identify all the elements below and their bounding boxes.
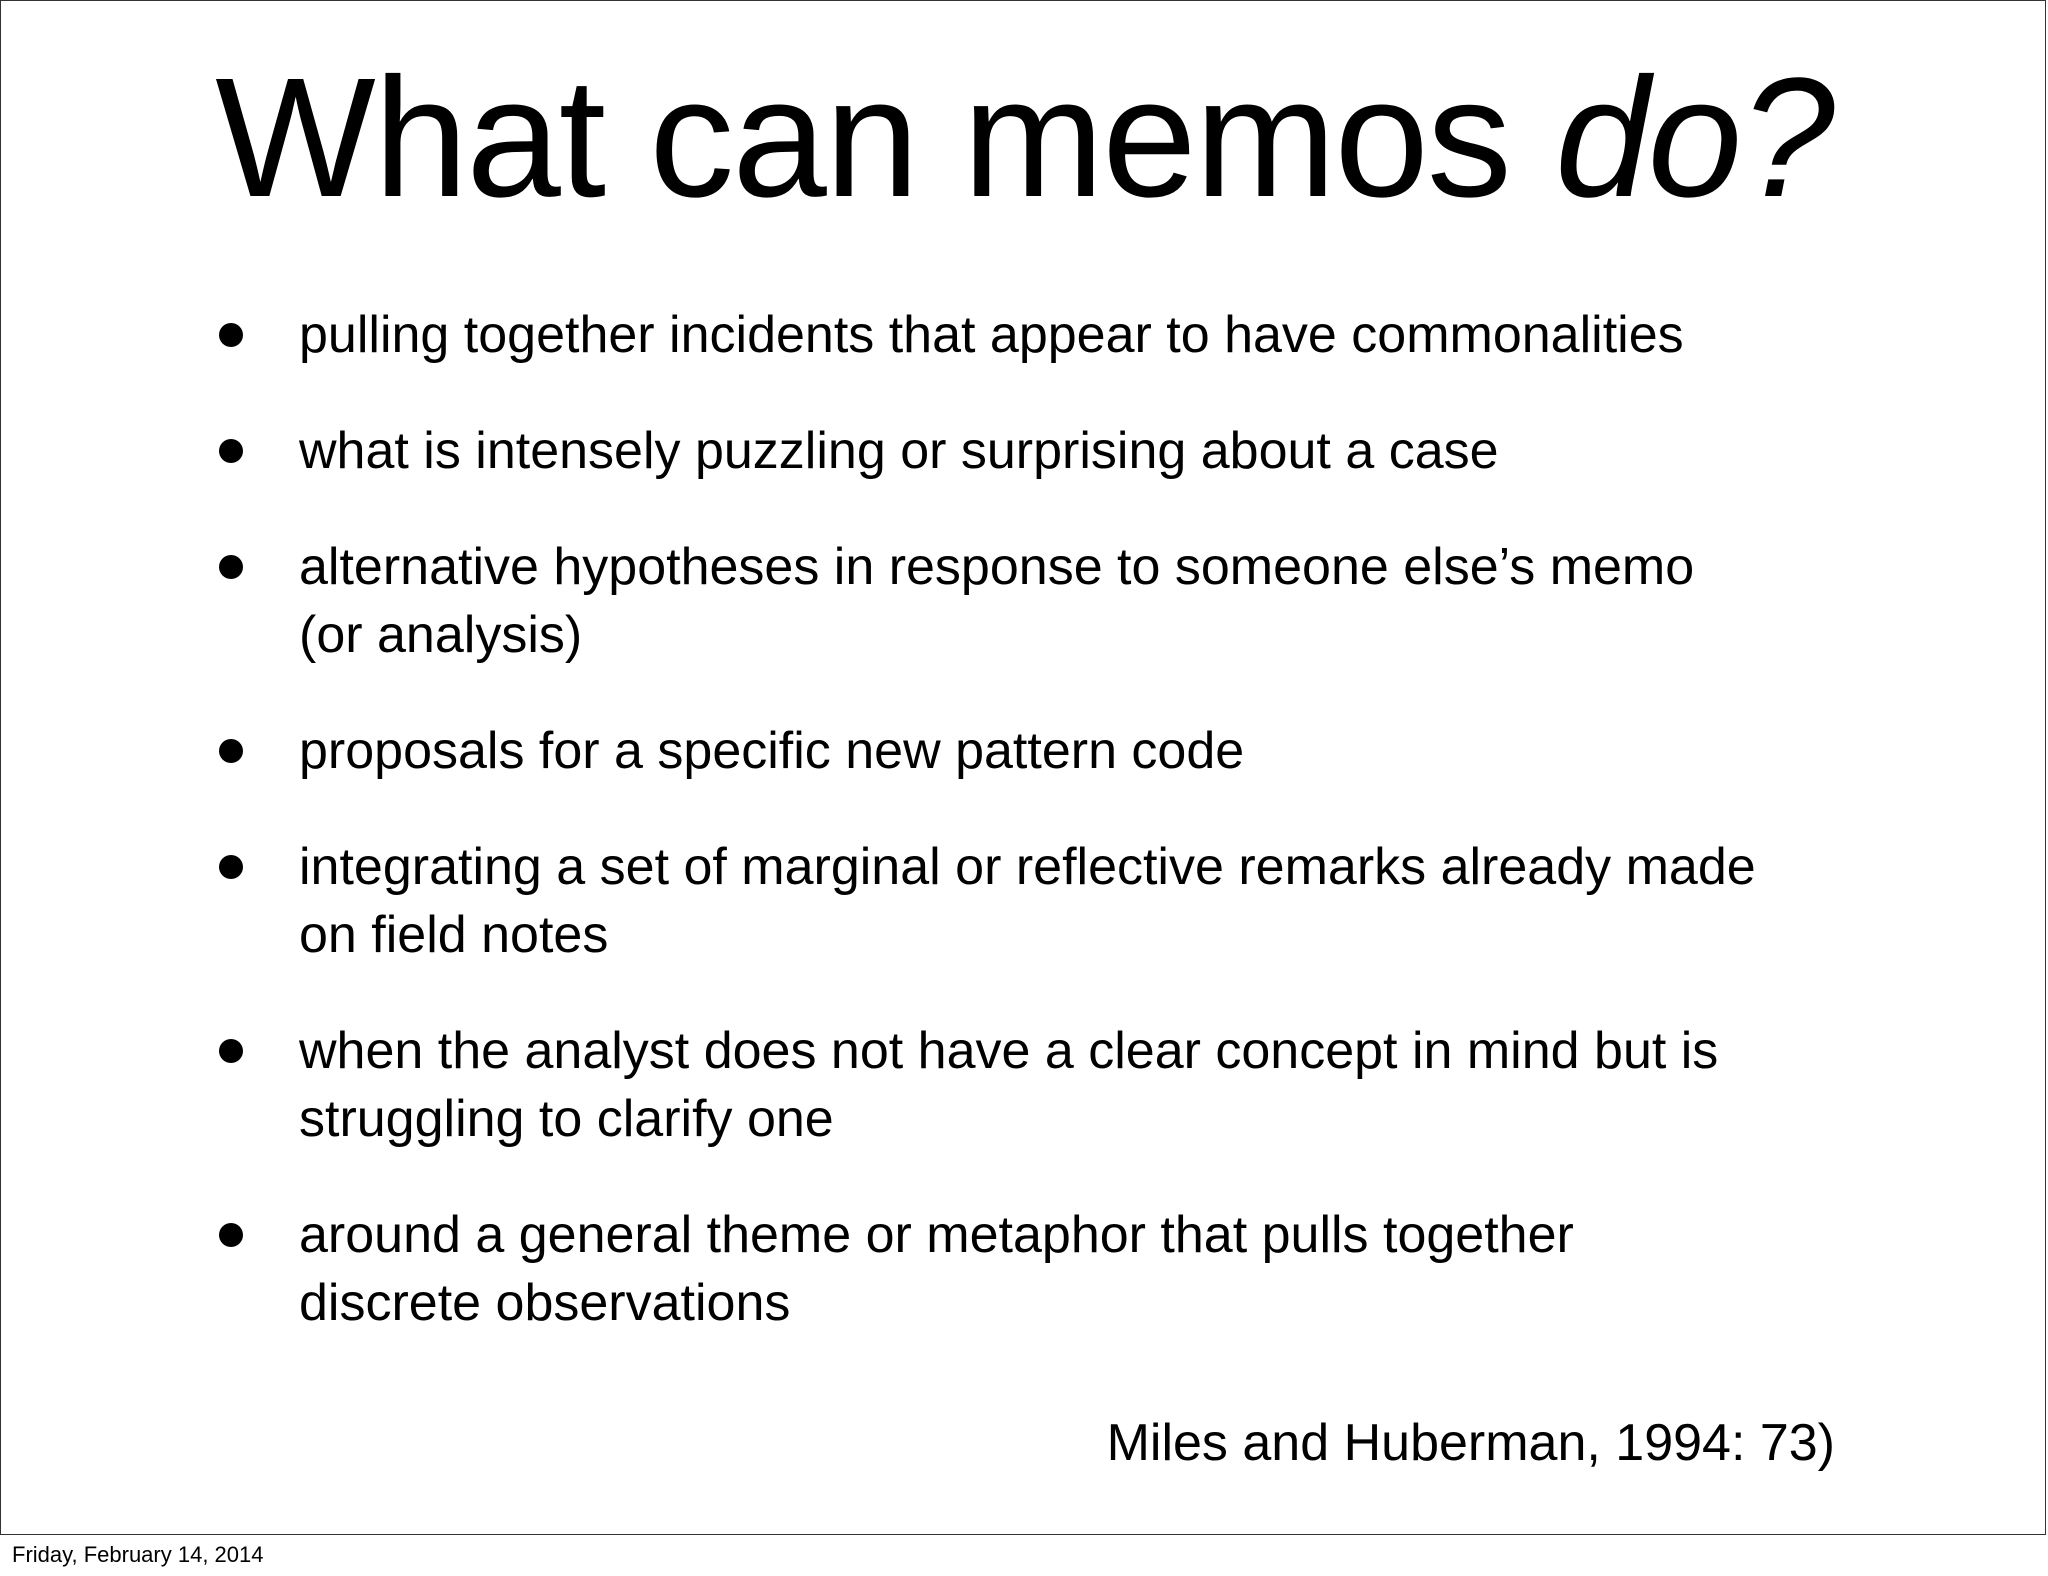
bullet-text-continued: (or analysis) <box>299 606 583 664</box>
slide-title-emphasis: do? <box>1555 43 1833 233</box>
bullet-text: proposals for a specific new pattern code <box>299 722 1245 780</box>
bullet-text-continued: on field notes <box>299 906 609 964</box>
bullet-item <box>201 1201 1861 1337</box>
bullet-text: integrating a set of marginal or reflective remarks already made <box>299 838 1756 896</box>
bullet-text: when the analyst does not have a clear concept in mind but is <box>299 1022 1719 1080</box>
citation: Miles and Huberman, 1994: 73) <box>1106 1414 1835 1472</box>
bullet-item <box>201 717 1861 785</box>
bullet-text: around a general theme or metaphor that pulls together <box>299 1206 1574 1264</box>
bullet-dot-icon <box>219 439 243 463</box>
bullet-text: what is intensely puzzling or surprising about a case <box>299 422 1499 480</box>
bullet-text-continued: discrete observations <box>299 1274 791 1332</box>
bullet-text-continued: struggling to clarify one <box>299 1090 834 1148</box>
footer-date: Friday, February 14, 2014 <box>12 1542 264 1567</box>
bullet-dot-icon <box>219 1223 243 1247</box>
bullet-dot-icon <box>219 323 243 347</box>
bullet-dot-icon <box>219 739 243 763</box>
bullet-item <box>201 301 1861 369</box>
slide-title <box>1 43 2047 233</box>
bullet-dot-icon <box>219 555 243 579</box>
bullet-dot-icon <box>219 855 243 879</box>
slide-title-main: What can memos <box>215 43 1556 233</box>
bullet-list <box>201 301 1861 1385</box>
bullet-dot-icon <box>219 1039 243 1063</box>
bullet-item <box>201 833 1861 969</box>
bullet-item <box>201 1017 1861 1153</box>
bullet-item <box>201 533 1861 669</box>
bullet-item <box>201 417 1861 485</box>
bullet-text: pulling together incidents that appear to have commonalities <box>299 306 1684 364</box>
bullet-text: alternative hypotheses in response to someone else’s memo <box>299 538 1695 596</box>
